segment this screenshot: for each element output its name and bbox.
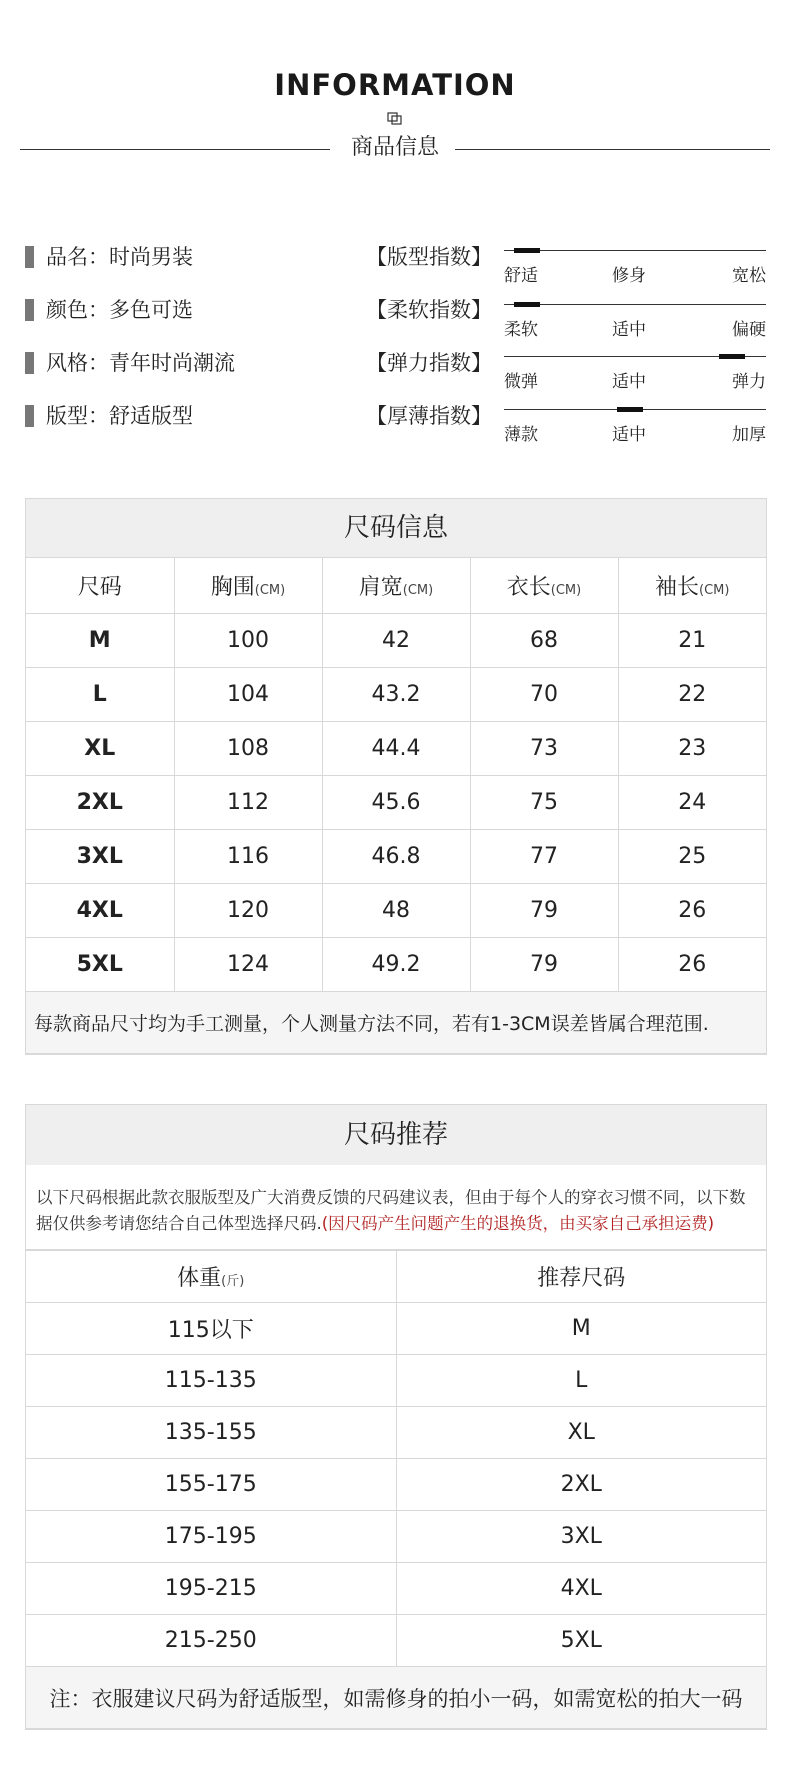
attribute-key: 颜色 xyxy=(46,298,88,322)
attribute-sep: ： xyxy=(88,404,109,428)
table-row xyxy=(26,776,766,830)
measure-cell: 79 xyxy=(470,938,618,992)
scale-label: 宽松 xyxy=(732,266,766,286)
scale-label: 适中 xyxy=(612,372,646,392)
measure-cell: 124 xyxy=(174,938,322,992)
attribute-label xyxy=(46,241,193,271)
index-name: 【厚薄指数】 xyxy=(366,404,492,428)
measure-cell: 42 xyxy=(322,614,470,668)
scale-line xyxy=(504,250,766,251)
attribute-value: 舒适版型 xyxy=(109,404,193,428)
attribute-key: 版型 xyxy=(46,404,88,428)
scale-label: 舒适 xyxy=(504,266,538,286)
weight-cell: 195-215 xyxy=(26,1563,396,1615)
table-row xyxy=(26,1615,766,1667)
size-cell: 2XL xyxy=(26,776,174,830)
recommend-table-header xyxy=(26,1251,766,1303)
column-header-label: 体重 xyxy=(177,1266,222,1291)
recommended-size-cell: L xyxy=(396,1355,766,1407)
measure-cell: 43.2 xyxy=(322,668,470,722)
column-header-unit: (CM) xyxy=(699,583,730,598)
measure-cell: 120 xyxy=(174,884,322,938)
measure-cell: 75 xyxy=(470,776,618,830)
table-row xyxy=(26,1563,766,1615)
size-cell: 4XL xyxy=(26,884,174,938)
size-cell: 3XL xyxy=(26,830,174,884)
size-cell: XL xyxy=(26,722,174,776)
size-table-header xyxy=(26,558,766,614)
scale-label: 加厚 xyxy=(732,425,766,445)
scale-selected-marker xyxy=(514,302,540,307)
attribute-marker xyxy=(25,352,34,374)
column-header xyxy=(618,558,766,614)
index-name: 【弹力指数】 xyxy=(366,351,492,375)
scale-label: 偏硬 xyxy=(732,320,766,340)
recommended-size-cell: 5XL xyxy=(396,1615,766,1667)
table-row xyxy=(26,938,766,992)
scale-label: 柔软 xyxy=(504,320,538,340)
column-header-label: 袖长 xyxy=(655,575,700,600)
table-row xyxy=(26,1407,766,1459)
size-cell: 5XL xyxy=(26,938,174,992)
measure-cell: 104 xyxy=(174,668,322,722)
table-row xyxy=(26,830,766,884)
attribute-sep: ： xyxy=(88,351,109,375)
recommended-size-cell: 4XL xyxy=(396,1563,766,1615)
column-header-label: 胸围 xyxy=(210,575,255,600)
measure-cell: 68 xyxy=(470,614,618,668)
measure-cell: 46.8 xyxy=(322,830,470,884)
table-row xyxy=(26,668,766,722)
table-row xyxy=(26,722,766,776)
scale-label: 修身 xyxy=(612,266,646,286)
table-row xyxy=(26,884,766,938)
weight-cell: 115以下 xyxy=(26,1303,396,1355)
measure-cell: 26 xyxy=(618,938,766,992)
scale-label: 适中 xyxy=(612,425,646,445)
recommended-size-cell: 2XL xyxy=(396,1459,766,1511)
size-table-grid xyxy=(26,557,766,1054)
recommend-intro xyxy=(26,1165,766,1250)
column-header-unit: (CM) xyxy=(402,583,434,598)
size-table-title: 尺码信息 xyxy=(26,499,766,557)
recommended-size-cell: 3XL xyxy=(396,1511,766,1563)
overlap-squares-icon xyxy=(387,112,403,126)
weight-cell: 175-195 xyxy=(26,1511,396,1563)
column-header xyxy=(26,1251,396,1303)
column-header-label: 肩宽 xyxy=(358,575,403,600)
measure-cell: 77 xyxy=(470,830,618,884)
measure-cell: 79 xyxy=(470,884,618,938)
page-title: INFORMATION xyxy=(274,68,516,102)
attribute-marker xyxy=(25,246,34,268)
column-header-label: 衣长 xyxy=(506,575,551,600)
column-header xyxy=(26,558,174,614)
column-header xyxy=(174,558,322,614)
index-scale xyxy=(504,406,766,446)
weight-cell: 135-155 xyxy=(26,1407,396,1459)
attribute-sep: ： xyxy=(88,245,109,269)
size-cell: M xyxy=(26,614,174,668)
recommend-table-note: 注：衣服建议尺码为舒适版型，如需修身的拍小一码，如需宽松的拍大一码 xyxy=(26,1667,766,1729)
attribute-label xyxy=(46,294,193,324)
size-table-note-row xyxy=(26,992,766,1054)
measure-cell: 21 xyxy=(618,614,766,668)
measure-cell: 45.6 xyxy=(322,776,470,830)
attribute-label xyxy=(46,347,235,377)
recommend-table-title: 尺码推荐 xyxy=(26,1105,766,1165)
index-scale xyxy=(504,301,766,341)
measure-cell: 112 xyxy=(174,776,322,830)
column-header xyxy=(470,558,618,614)
attribute-marker xyxy=(25,405,34,427)
weight-cell: 215-250 xyxy=(26,1615,396,1667)
measure-cell: 70 xyxy=(470,668,618,722)
attribute-key: 风格 xyxy=(46,351,88,375)
measure-cell: 24 xyxy=(618,776,766,830)
index-name: 【版型指数】 xyxy=(366,245,492,269)
attribute-key: 品名 xyxy=(46,245,88,269)
index-scale xyxy=(504,247,766,287)
column-header-label: 推荐尺码 xyxy=(537,1266,626,1291)
scale-label: 适中 xyxy=(612,320,646,340)
measure-cell: 25 xyxy=(618,830,766,884)
size-table-note: 每款商品尺寸均为手工测量，个人测量方法不同，若有1-3CM误差皆属合理范围. xyxy=(26,992,766,1054)
recommended-size-cell: XL xyxy=(396,1407,766,1459)
measure-cell: 22 xyxy=(618,668,766,722)
measure-cell: 23 xyxy=(618,722,766,776)
recommended-size-cell: M xyxy=(396,1303,766,1355)
size-table xyxy=(25,498,767,1055)
measure-cell: 100 xyxy=(174,614,322,668)
column-header xyxy=(322,558,470,614)
attribute-value: 时尚男装 xyxy=(109,245,193,269)
recommend-table-grid xyxy=(26,1250,766,1729)
table-row xyxy=(26,1303,766,1355)
section-subtitle: 商品信息 xyxy=(350,135,439,160)
recommend-table xyxy=(25,1104,767,1730)
attribute-value: 多色可选 xyxy=(109,298,193,322)
attribute-value: 青年时尚潮流 xyxy=(109,351,235,375)
attribute-label xyxy=(46,400,193,430)
scale-label: 弹力 xyxy=(732,372,766,392)
column-header-unit: (CM) xyxy=(550,583,582,598)
measure-cell: 73 xyxy=(470,722,618,776)
recommend-intro-text: 以下尺码根据此款衣服版型及广大消费反馈的尺码建议表，但由于每个人的穿衣习惯不同，以下数据仅供参考请您结合自己体型选择尺码. xyxy=(36,1188,746,1233)
weight-cell: 155-175 xyxy=(26,1459,396,1511)
table-row xyxy=(26,1459,766,1511)
size-cell: L xyxy=(26,668,174,722)
column-header-unit: (斤) xyxy=(221,1274,245,1289)
column-header-label: 尺码 xyxy=(77,575,122,600)
column-header xyxy=(396,1251,766,1303)
index-name: 【柔软指数】 xyxy=(366,298,492,322)
measure-cell: 44.4 xyxy=(322,722,470,776)
table-row xyxy=(26,614,766,668)
table-row xyxy=(26,1355,766,1407)
attribute-marker xyxy=(25,299,34,321)
attribute-sep: ： xyxy=(88,298,109,322)
table-row xyxy=(26,1511,766,1563)
index-scale xyxy=(504,353,766,393)
recommend-intro-warning: (因尺码产生问题产生的退换货，由买家自己承担运费) xyxy=(321,1214,715,1233)
measure-cell: 108 xyxy=(174,722,322,776)
scale-selected-marker xyxy=(617,407,643,412)
measure-cell: 116 xyxy=(174,830,322,884)
column-header-unit: (CM) xyxy=(254,583,286,598)
scale-selected-marker xyxy=(719,354,745,359)
scale-label: 微弹 xyxy=(504,372,538,392)
recommend-table-note-row xyxy=(26,1667,766,1729)
scale-label: 薄款 xyxy=(504,425,538,445)
scale-line xyxy=(504,304,766,305)
measure-cell: 48 xyxy=(322,884,470,938)
measure-cell: 26 xyxy=(618,884,766,938)
weight-cell: 115-135 xyxy=(26,1355,396,1407)
measure-cell: 49.2 xyxy=(322,938,470,992)
scale-selected-marker xyxy=(514,248,540,253)
